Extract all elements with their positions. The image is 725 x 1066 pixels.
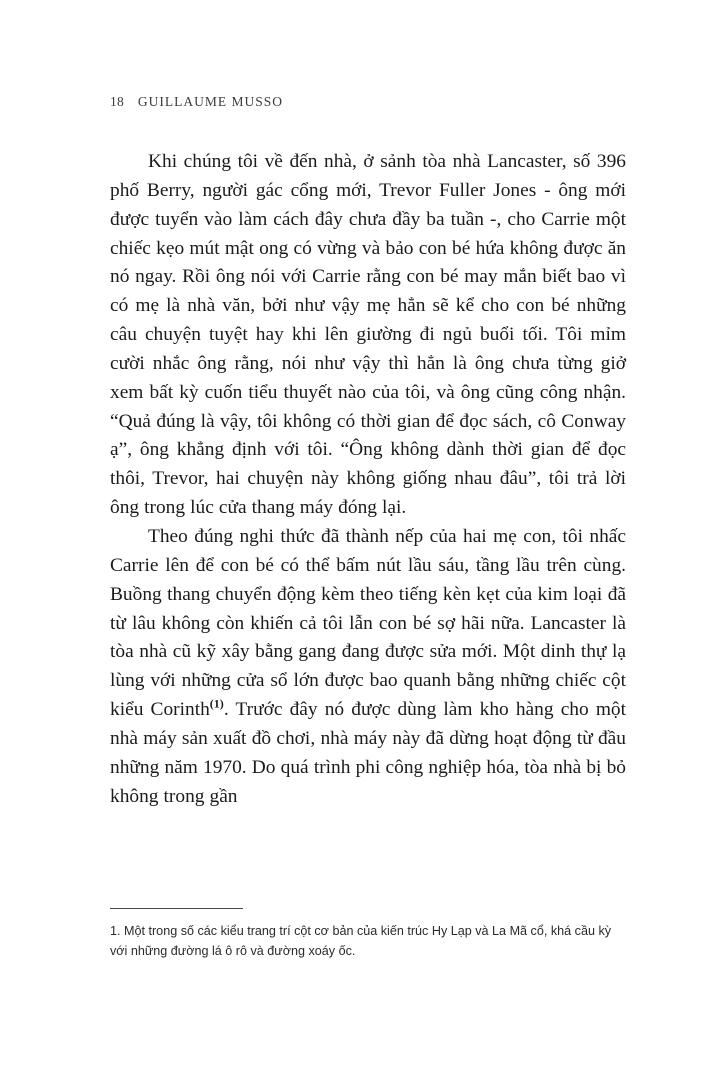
paragraph-2-text-after-footnote: . Trước đây nó được dùng làm kho hàng cho một nhà máy sản xuất đồ chơi, nhà máy này đã dừng hoạt động từ đầu những năm 1970. Do quá trình phi công nghiệp hóa, tòa nhà bị bỏ không trong gần (110, 699, 627, 807)
footnote-separator-rule (110, 908, 243, 909)
page-number: 18 (110, 94, 124, 109)
footnote-block (110, 908, 626, 961)
footnote-reference-marker[interactable]: (1) (209, 696, 224, 711)
paragraph-1-text: Khi chúng tôi về đến nhà, ở sảnh tòa nhà Lancaster, số 396 phố Berry, người gác cổng mới, Trevor Fuller Jones - ông mới được tuyển vào làm cách đây chưa đầy ba tuần -, cho Carrie một chiếc kẹo mút mật ong có vừng và bảo con bé hứa không được ăn nó ngay. Rồi ông nói với Carrie rằng con bé may mắn biết bao vì có mẹ là nhà văn, bởi như vậy mẹ hẳn sẽ kể cho con bé những câu chuyện tuyệt hay khi lên giường đi ngủ buổi tối. Tôi mỉm cười nhắc ông rằng, nói như vậy thì hẳn là ông chưa từng giở xem bất kỳ cuốn tiểu thuyết nào của tôi, và ông cũng công nhận. “Quả đúng là vậy, tôi không có thời gian để đọc sách, cô Conway ạ”, ông khẳng định với tôi. “Ông không dành thời gian để đọc thôi, Trevor, hai chuyện này không giống nhau đâu”, tôi trả lời ông trong lúc cửa thang máy đóng lại. (110, 151, 626, 519)
book-title: GUILLAUME MUSSO (137, 94, 284, 109)
body-text-block (110, 148, 626, 811)
paragraph-2 (110, 523, 626, 811)
footnote-text: 1. Một trong số các kiểu trang trí cột cơ bản của kiến trúc Hy Lạp và La Mã cổ, khá cầu kỳ với những đường lá ô rô và đường xoáy ốc. (110, 924, 612, 958)
running-head (110, 94, 283, 110)
paragraph-2-text-before-footnote: Theo đúng nghi thức đã thành nếp của hai mẹ con, tôi nhấc Carrie lên để con bé có thể bấm nút lầu sáu, tầng lầu trên cùng. Buồng thang chuyển động kèm theo tiếng kèn kẹt của kim loại đã từ lâu không còn khiến cả tôi lẫn con bé sợ hãi nữa. Lancaster là tòa nhà cũ kỹ xây bằng gang đang được sửa mới. Một dinh thự lạ lùng với những cửa sổ lớn được bao quanh bằng những chiếc cột kiểu Corinth (110, 525, 626, 721)
paragraph-1 (110, 148, 626, 523)
